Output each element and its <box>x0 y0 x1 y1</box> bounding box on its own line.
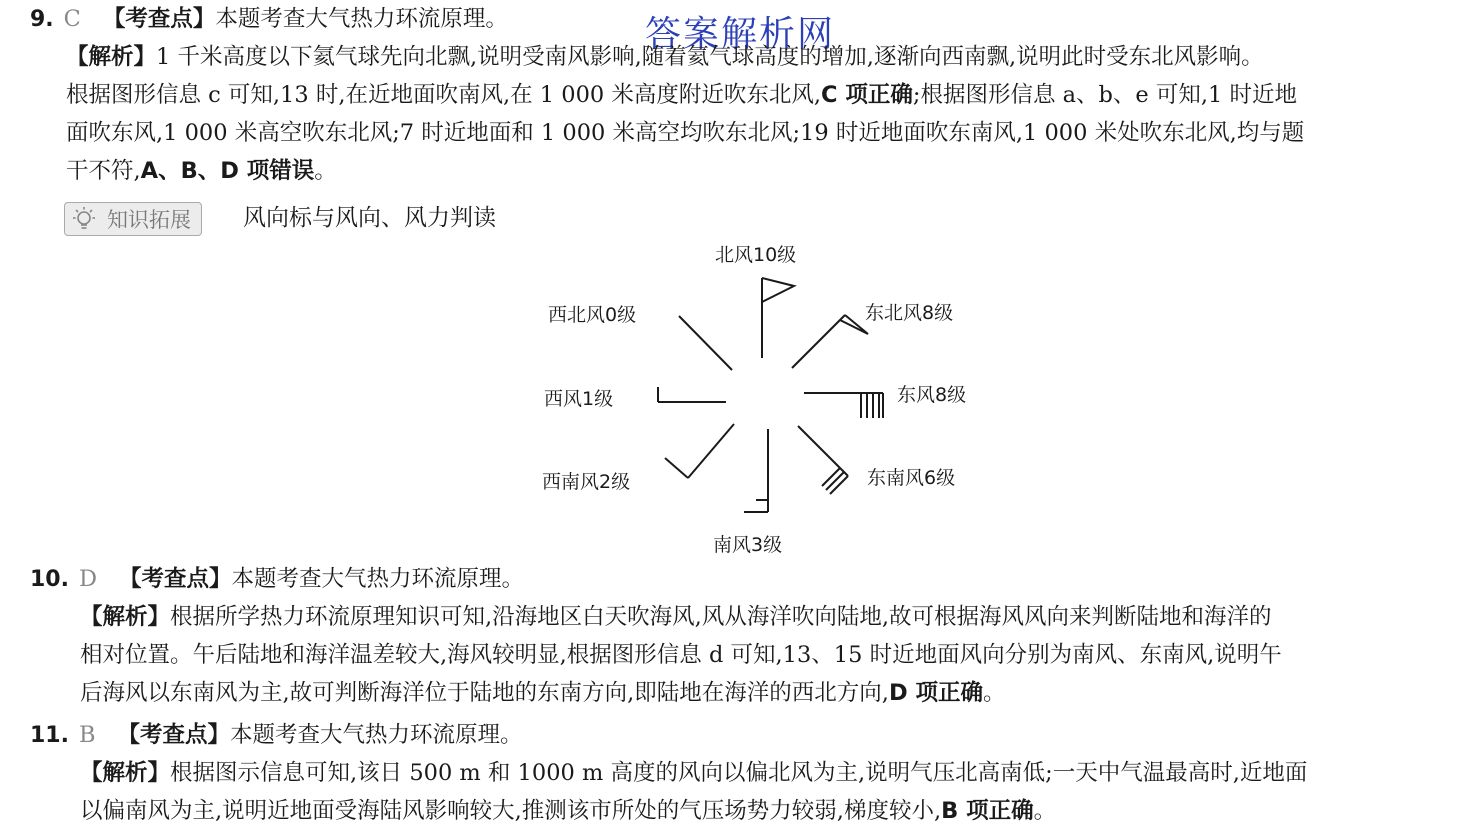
q10-correct-d: D 项正确 <box>888 680 983 706</box>
vane-north-10 <box>762 278 794 358</box>
q9-text-4a: 干不符, <box>66 158 141 184</box>
label-southeast: 东南风6级 <box>867 467 956 489</box>
q10-number: 10. <box>30 567 69 592</box>
vane-west-1 <box>658 387 726 402</box>
q9-analysis-line-2 <box>66 76 1297 114</box>
q9-point-text: 本题考查大气热力环流原理。 <box>215 6 508 32</box>
label-southwest: 西南风2级 <box>542 471 631 493</box>
label-south: 南风3级 <box>713 534 783 556</box>
q11-analysis-line-2 <box>80 792 1056 830</box>
q10-text-2: 相对位置。午后陆地和海洋温差较大,海风较明显,根据图形信息 d 可知,13、15 时近地面风向分别为南风、东南风,说明午 <box>80 642 1282 668</box>
label-northwest: 西北风0级 <box>548 304 637 326</box>
q11-text-1: 根据图示信息可知,该日 500 m 和 1000 m 高度的风向以偏北风为主,说明气压北高南低;一天中气温最高时,近地面 <box>170 760 1308 786</box>
knowledge-title: 风向标与风向、风力判读 <box>243 205 496 231</box>
q10-answer: D <box>78 566 98 592</box>
q10-analysis-line-2 <box>80 636 1282 674</box>
wind-vane-diagram <box>520 236 990 562</box>
vane-northwest-0 <box>679 316 732 370</box>
q10-text-1: 根据所学热力环流原理知识可知,沿海地区白天吹海风,风从海洋吹向陆地,故可根据海风风向来判断陆地和海洋的 <box>170 604 1272 630</box>
q9-wrong-abd: A、B、D 项错误 <box>140 158 315 184</box>
knowledge-badge <box>64 202 202 236</box>
q9-analysis-tag: 【解析】 <box>66 44 157 70</box>
q10-text-3a: 后海风以东南风为主,故可判断海洋位于陆地的东南方向,即陆地在海洋的西北方向, <box>80 680 889 706</box>
q10-analysis-line-1 <box>80 598 1271 636</box>
q9-text-1: 1 千米高度以下氦气球先向北飘,说明受南风影响,随着氦气球高度的增加,逐渐向西南飘,说明此时受东北风影响。 <box>156 44 1264 70</box>
q10-analysis-line-3 <box>80 674 1006 712</box>
q11-point-text: 本题考查大气热力环流原理。 <box>230 722 523 748</box>
q10-header <box>30 560 524 599</box>
q9-header <box>30 0 508 39</box>
q11-analysis-line-1 <box>80 754 1307 792</box>
q9-number: 9. <box>30 7 54 32</box>
vane-southeast-6 <box>798 426 848 494</box>
label-east: 东风8级 <box>897 384 967 406</box>
q11-analysis-tag: 【解析】 <box>80 760 171 786</box>
label-northeast: 东北风8级 <box>865 302 954 324</box>
q11-correct-b: B 项正确 <box>941 798 1034 824</box>
q11-text-2c: 。 <box>1033 798 1057 824</box>
q9-text-4c: 。 <box>314 158 337 184</box>
vane-south-3 <box>744 429 768 512</box>
q10-point-text: 本题考查大气热力环流原理。 <box>231 566 525 592</box>
lightbulb-icon <box>69 205 99 233</box>
label-north: 北风10级 <box>715 244 797 266</box>
vane-east-8 <box>804 393 883 418</box>
q9-text-2a: 根据图形信息 c 可知,13 时,在近地面吹南风,在 1 000 米高度附近吹东北风, <box>66 82 822 108</box>
q9-analysis-line-3 <box>66 114 1304 152</box>
q10-analysis-tag: 【解析】 <box>80 604 171 630</box>
vane-northeast-8 <box>792 315 868 368</box>
q9-text-2c: ;根据图形信息 a、b、e 可知,1 时近地 <box>912 82 1298 108</box>
q11-point-tag: 【考查点】 <box>117 722 231 748</box>
q11-header <box>30 716 523 755</box>
q9-point-tag: 【考查点】 <box>102 6 216 32</box>
watermark: 答案解析网 <box>645 14 836 55</box>
label-west: 西风1级 <box>544 388 614 410</box>
q11-text-2a: 以偏南风为主,说明近地面受海陆风影响较大,推测该市所处的气压场势力较弱,梯度较小, <box>80 798 942 824</box>
q10-point-tag: 【考查点】 <box>119 566 232 592</box>
q9-answer: C <box>63 6 81 32</box>
q10-text-3c: 。 <box>982 680 1006 706</box>
knowledge-badge-label: 知识拓展 <box>107 208 191 232</box>
q9-correct-c: C 项正确 <box>821 82 913 108</box>
vane-southwest-2 <box>665 424 734 478</box>
q9-analysis-line-4 <box>66 152 337 190</box>
q9-text-3: 面吹东风,1 000 米高空吹东北风;7 时近地面和 1 000 米高空均吹东北风;19 时近地面吹东南风,1 000 米处吹东北风,均与题 <box>66 120 1305 146</box>
q9-analysis-line-1 <box>66 38 1264 76</box>
q11-answer: B <box>78 722 96 748</box>
q11-number: 11. <box>30 723 69 748</box>
